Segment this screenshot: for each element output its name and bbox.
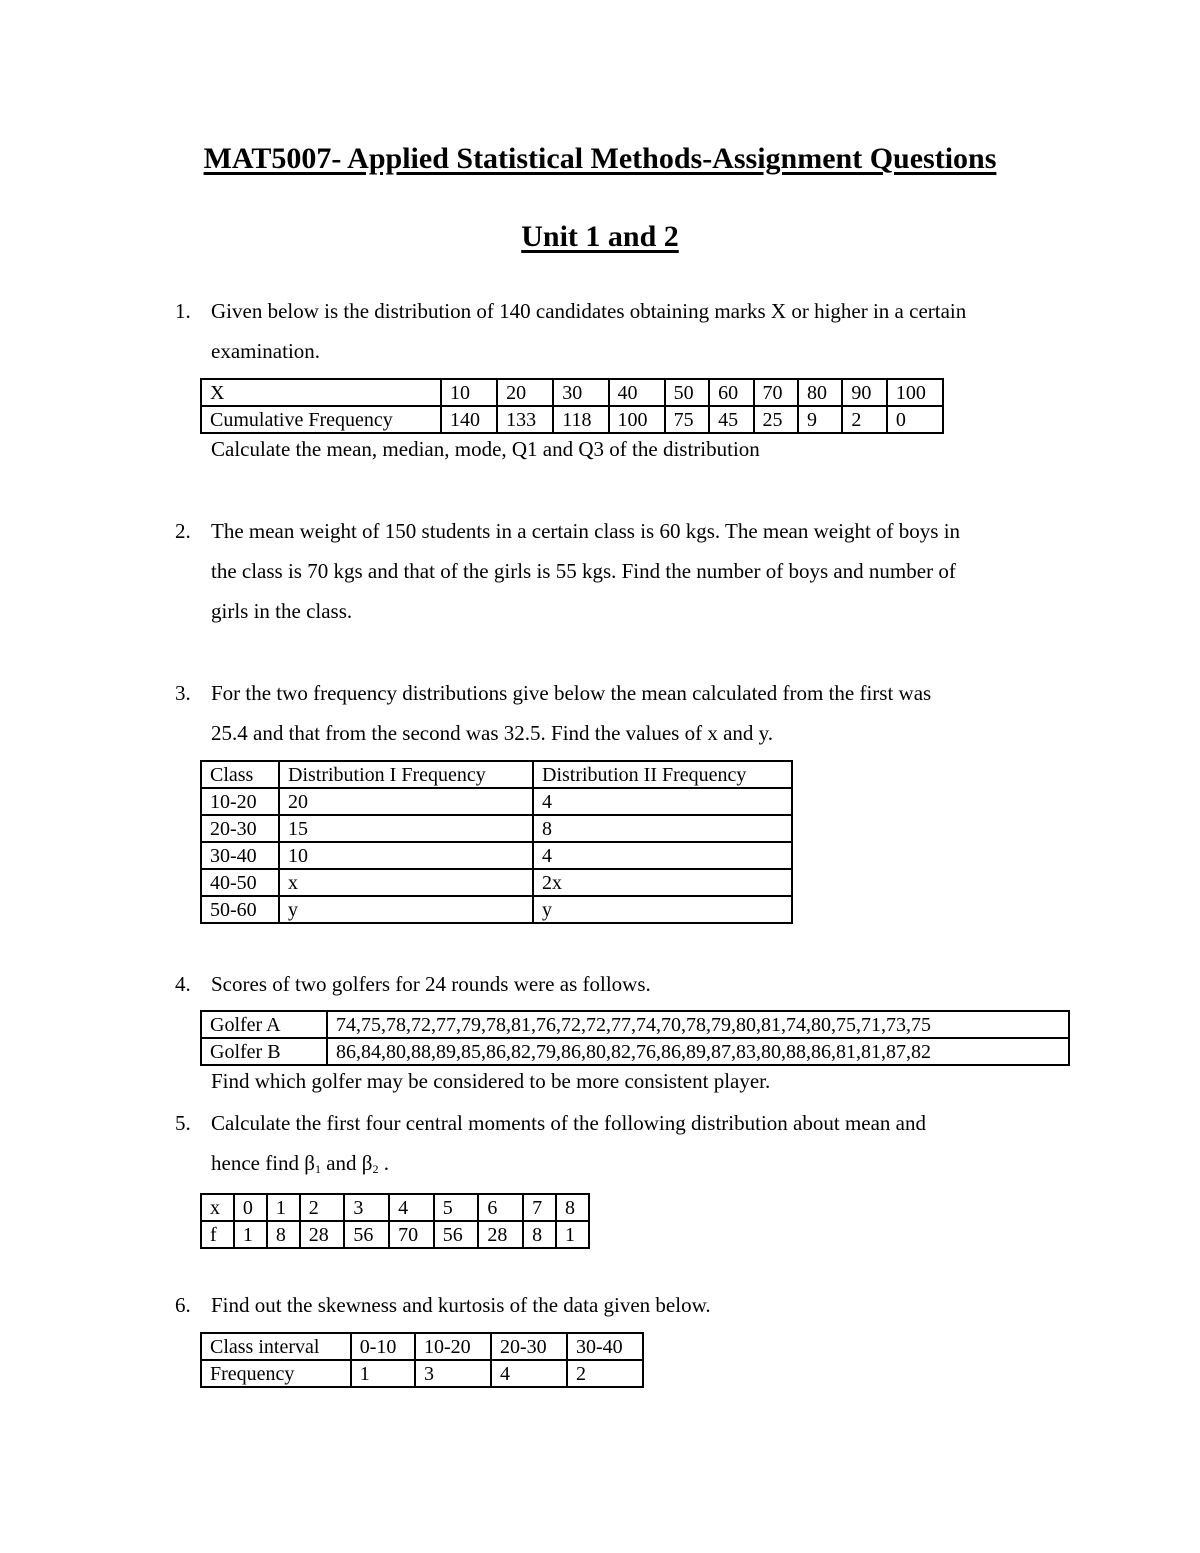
table-cell: 3 — [344, 1194, 389, 1221]
table-cell: 90 — [842, 379, 886, 406]
question-text — [211, 1143, 1081, 1189]
table-row — [201, 1038, 1069, 1065]
table-row — [201, 815, 792, 842]
question-number: 1. — [175, 299, 191, 323]
table-cell: 86,84,80,88,89,85,86,82,79,86,80,82,76,86,89,87,83,80,88,86,81,81,87,82 — [327, 1038, 1069, 1065]
table-cell: 1 — [267, 1194, 300, 1221]
page-title: MAT5007- Applied Statistical Methods-Assignment Questions — [203, 142, 997, 175]
table-cell: 0-10 — [351, 1333, 415, 1360]
table-cell: Class interval — [201, 1333, 351, 1360]
table-cell: 4 — [491, 1360, 567, 1387]
table-cell: y — [279, 896, 533, 923]
table-cell: 5 — [434, 1194, 479, 1221]
table-row — [201, 842, 792, 869]
question-text: Scores of two golfers for 24 rounds were as follows. — [211, 972, 651, 996]
table-cell: 75 — [665, 406, 709, 433]
formula-text: . — [378, 1151, 389, 1175]
frequency-distributions-table — [200, 760, 793, 924]
question-text: Find out the skewness and kurtosis of the data given below. — [211, 1293, 711, 1317]
question-number: 6. — [175, 1293, 191, 1317]
table-cell: 70 — [754, 379, 798, 406]
table-cell: Golfer A — [201, 1011, 327, 1038]
table-cell: 4 — [533, 842, 792, 869]
question-text: the class is 70 kgs and that of the girls is 55 kgs. Find the number of boys and number of — [211, 559, 956, 583]
table-cell: 70 — [389, 1221, 434, 1248]
table-cell: Distribution II Frequency — [533, 761, 792, 788]
table-cell: Frequency — [201, 1360, 351, 1387]
table-cell: 74,75,78,72,77,79,78,81,76,72,72,77,74,70,78,79,80,81,74,80,75,71,73,75 — [327, 1011, 1069, 1038]
table-cell: 10-20 — [201, 788, 279, 815]
table-cell: 8 — [267, 1221, 300, 1248]
table-cell: 10-20 — [415, 1333, 491, 1360]
table-cell: 20-30 — [491, 1333, 567, 1360]
table-cell: x — [279, 869, 533, 896]
table-cell: 9 — [798, 406, 842, 433]
table-cell: 2 — [842, 406, 886, 433]
table-cell: 20-30 — [201, 815, 279, 842]
table-cell: 140 — [441, 406, 497, 433]
table-cell: 2x — [533, 869, 792, 896]
table-cell: 4 — [533, 788, 792, 815]
table-row — [201, 896, 792, 923]
question-instruction: Find which golfer may be considered to be more consistent player. — [211, 1069, 771, 1093]
table-cell: 20 — [497, 379, 553, 406]
question-text: Given below is the distribution of 140 candidates obtaining marks X or higher in a certain — [211, 299, 967, 323]
table-cell: 118 — [553, 406, 608, 433]
table-cell: 1 — [556, 1221, 589, 1248]
table-cell: 20 — [279, 788, 533, 815]
table-row — [201, 379, 943, 406]
table-cell: X — [201, 379, 441, 406]
table-cell: 3 — [415, 1360, 491, 1387]
table-cell: 1 — [351, 1360, 415, 1387]
table-cell: 50 — [665, 379, 709, 406]
table-cell: 0 — [234, 1194, 267, 1221]
table-cell: 45 — [709, 406, 753, 433]
table-row — [201, 788, 792, 815]
table-cell: 8 — [523, 1221, 556, 1248]
table-cell: 40 — [609, 379, 665, 406]
subscript: 1 — [314, 1162, 321, 1176]
table-cell: 30-40 — [567, 1333, 643, 1360]
table-cell: 2 — [300, 1194, 345, 1221]
question-text: girls in the class. — [211, 599, 353, 623]
table-cell: 60 — [709, 379, 753, 406]
table-cell: 30-40 — [201, 842, 279, 869]
table-cell: Cumulative Frequency — [201, 406, 441, 433]
table-cell: 10 — [441, 379, 497, 406]
question-number: 3. — [175, 681, 191, 705]
cumulative-frequency-table — [200, 378, 944, 434]
question-text: examination. — [211, 339, 321, 363]
table-cell: 8 — [556, 1194, 589, 1221]
table-cell: 15 — [279, 815, 533, 842]
table-cell: 8 — [533, 815, 792, 842]
table-cell: Class — [201, 761, 279, 788]
table-row — [201, 406, 943, 433]
question-text: 25.4 and that from the second was 32.5. Find the values of x and y. — [211, 721, 774, 745]
table-cell: 100 — [887, 379, 943, 406]
table-cell: 28 — [300, 1221, 345, 1248]
table-cell: 2 — [567, 1360, 643, 1387]
table-cell: 1 — [234, 1221, 267, 1248]
table-cell: y — [533, 896, 792, 923]
table-cell: 30 — [553, 379, 608, 406]
table-cell: 4 — [389, 1194, 434, 1221]
table-cell: 25 — [754, 406, 798, 433]
moments-distribution-table — [200, 1193, 590, 1249]
question-number: 2. — [175, 519, 191, 543]
question-number: 4. — [175, 972, 191, 996]
table-cell: 0 — [887, 406, 943, 433]
skewness-kurtosis-table — [200, 1332, 644, 1388]
table-cell: Golfer B — [201, 1038, 327, 1065]
table-cell: 6 — [478, 1194, 523, 1221]
table-cell: 56 — [344, 1221, 389, 1248]
table-cell: 10 — [279, 842, 533, 869]
subscript: 2 — [372, 1162, 379, 1176]
table-cell: 7 — [523, 1194, 556, 1221]
table-row — [201, 761, 792, 788]
table-row — [201, 1194, 589, 1221]
table-row — [201, 1221, 589, 1248]
question-number: 5. — [175, 1111, 191, 1135]
table-cell: 80 — [798, 379, 842, 406]
table-cell: Distribution I Frequency — [279, 761, 533, 788]
table-cell: f — [201, 1221, 234, 1248]
question-text: The mean weight of 150 students in a certain class is 60 kgs. The mean weight of boys in — [211, 519, 961, 543]
table-row — [201, 1333, 643, 1360]
golfer-scores-table — [200, 1010, 1070, 1066]
table-cell: 133 — [497, 406, 553, 433]
table-cell: 50-60 — [201, 896, 279, 923]
formula-text: and β — [320, 1151, 373, 1175]
question-instruction: Calculate the mean, median, mode, Q1 and Q3 of the distribution — [211, 437, 760, 461]
table-cell: 28 — [478, 1221, 523, 1248]
formula-text: hence find β — [211, 1151, 315, 1175]
table-row — [201, 1360, 643, 1387]
table-cell: 40-50 — [201, 869, 279, 896]
table-cell: x — [201, 1194, 234, 1221]
page-subtitle: Unit 1 and 2 — [521, 220, 679, 253]
table-cell: 100 — [609, 406, 665, 433]
table-cell: 56 — [434, 1221, 479, 1248]
table-row — [201, 1011, 1069, 1038]
table-row — [201, 869, 792, 896]
question-text: Calculate the first four central moments of the following distribution about mean and — [211, 1111, 926, 1135]
question-text: For the two frequency distributions give below the mean calculated from the first was — [211, 681, 932, 705]
